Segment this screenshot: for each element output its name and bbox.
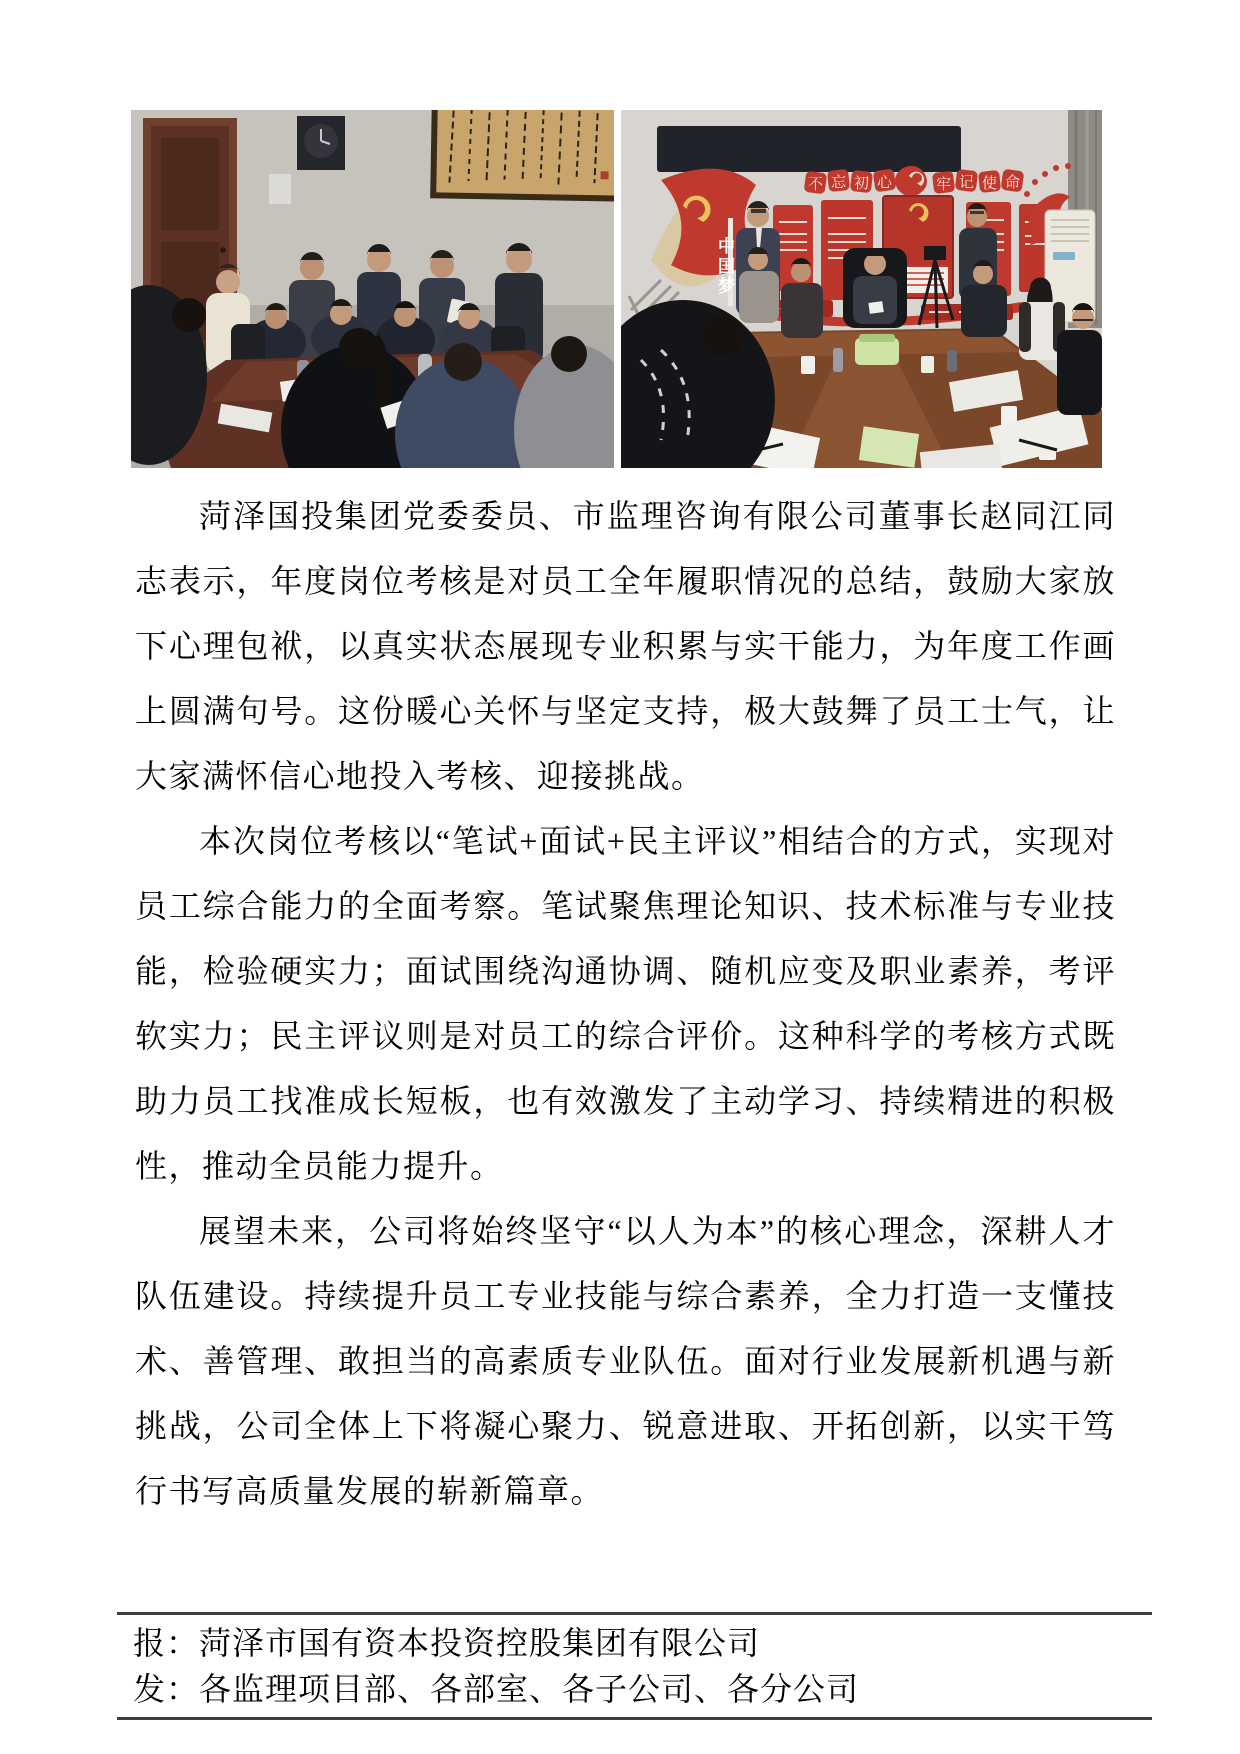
china-dream-char-2: 国 <box>718 257 735 276</box>
body-paragraph-1: 菏泽国投集团党委委员、市监理咨询有限公司董事长赵同江同志表示，年度岗位考核是对员工全年履职情况的总结，鼓励大家放下心理包袱，以真实状态展现专业积累与实干能力，为年度工作画上圆满句号。这份暖心关怀与坚定支持，极大鼓舞了员工士气，让大家满怀信心地投入考核、迎接挑战。 <box>135 498 1116 794</box>
chairman-seat <box>843 248 907 328</box>
left-photo-illustration <box>131 110 614 468</box>
footer-report-line: 报：菏泽市国有资本投资控股集团有限公司 <box>133 1625 761 1661</box>
china-dream-char-1: 中 <box>718 237 735 256</box>
wall-switch-panel <box>269 174 291 204</box>
banner-right-char-2: 记 <box>959 174 975 191</box>
china-dream-char-3: 梦 <box>718 277 735 296</box>
calligraphy-artwork <box>430 110 614 202</box>
meeting-photo-left <box>131 110 614 468</box>
body-paragraph-2: 本次岗位考核以“笔试+面试+民主评议”相结合的方式，实现对员工综合能力的全面考察。笔试聚焦理论知识、技术标准与专业技能，检验硬实力；面试围绕沟通协调、随机应变及职业素养，考评软实力；民主评议则是对员工的综合评价。这种科学的考核方式既助力员工找准成长短板，也有效激发了主动学习、持续精进的积极性，推动全员能力提升。 <box>135 823 1116 1184</box>
banner-right-char-4: 命 <box>1005 174 1021 191</box>
banner-left-char-4: 心 <box>877 174 893 191</box>
meeting-photo-right <box>621 110 1102 468</box>
photo-row <box>131 110 1102 468</box>
footer-distribution-line: 发：各监理项目部、各部室、各子公司、各分公司 <box>133 1671 860 1707</box>
banner-left-char-1: 不 <box>808 176 824 193</box>
right-photo-illustration <box>621 110 1102 468</box>
banner-right-char-3: 使 <box>982 175 998 192</box>
banner-left-char-2: 忘 <box>831 174 847 191</box>
body-paragraph-3: 展望未来，公司将始终坚守“以人为本”的核心理念，深耕人才队伍建设。持续提升员工专业技能与综合素养，全力打造一支懂技术、善管理、敢担当的高素质专业队伍。面对行业发展新机遇与新挑战，公司全体上下将凝心聚力、锐意进取、开拓创新，以实干笃行书写高质量发展的崭新篇章。 <box>135 1213 1116 1509</box>
led-display <box>657 126 961 172</box>
banner-right-char-1: 牢 <box>936 176 952 193</box>
article-body <box>135 484 1116 1524</box>
banner-left-char-3: 初 <box>854 175 870 192</box>
wall-clock <box>297 116 345 170</box>
distribution-footer <box>117 1612 1152 1720</box>
